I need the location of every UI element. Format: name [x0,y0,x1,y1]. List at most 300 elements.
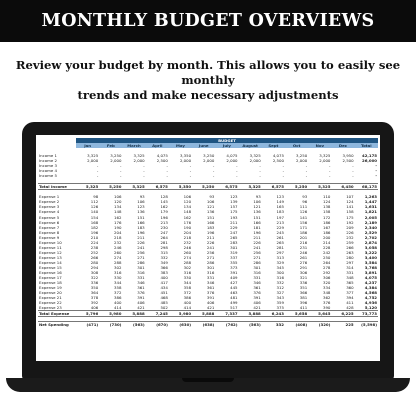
subtitle-line-2: trends and make necessary adjustments [77,88,339,102]
table-cell: 241 [253,244,261,250]
table-cell: 381 [299,295,308,301]
table-cell: - [282,163,284,169]
table-cell: 226 [206,239,215,245]
table-cell: 336 [90,280,99,286]
table-cell: 288 [183,259,192,265]
table-cell: 2,529 [364,229,377,235]
table-cell: 204 [183,229,192,235]
table-cell: - [352,163,354,169]
table-cell: - [120,168,122,174]
table-cell: 361 [253,285,261,291]
table-cell: 201 [299,234,308,240]
table-cell: 265 [276,239,284,245]
row-label: Expense 11 [39,244,62,250]
table-cell: 271 [253,254,261,260]
table-cell: (563) [239,322,262,328]
table-cell: 361 [206,285,215,291]
table-cell: - [189,163,192,169]
table-cell: 166 [206,219,215,225]
table-cell: 391 [206,295,215,301]
row-label: Income 1 [39,153,58,159]
table-cell: 306 [299,270,308,276]
table-cell: (638) [192,322,215,328]
table-cell: 2,340 [364,224,377,230]
table-cell: 213 [276,219,284,225]
table-cell: - [120,173,122,179]
table-cell: 463 [230,290,238,296]
table-cell: 120 [183,199,192,205]
subtitle-line-1: Review your budget by month. This allows you to easily see monthly [15,58,401,87]
table-cell: 175 [230,209,238,215]
table-cell: 4,075 [364,275,377,281]
row-label: Income 2 [39,158,58,164]
table-cell: 5,325 [76,183,99,189]
table-cell: 360 [346,285,354,291]
table-cell: - [212,173,215,179]
table-cell: 331 [253,275,261,281]
table-cell: 226 [346,229,354,235]
table-cell: 2,000 [226,158,238,164]
table-cell: 386 [183,295,192,301]
table-cell: 372 [114,290,122,296]
table-cell: 256 [253,249,261,255]
table-cell: 2,000 [203,158,215,164]
table-cell: 355 [230,259,238,265]
table-cell: 499 [230,300,238,306]
table-cell: 110 [322,194,331,200]
table-cell: 26,000 [361,158,377,164]
table-cell: 301 [253,265,261,270]
table-cell: 158 [322,209,331,215]
table-cell: 93 [139,194,145,200]
month-header: Nov [308,143,331,148]
table-cell: - [305,168,308,174]
table-cell: 93 [302,194,308,200]
table-cell: 332 [160,254,168,260]
table-cell: 148 [114,209,122,215]
table-cell: 216 [299,239,308,245]
row-label: Expense 10 [39,239,62,245]
row-label: Expense 17 [39,275,62,281]
month-header: June [192,143,215,148]
month-header: July [215,143,238,148]
table-cell: 250 [322,254,331,260]
table-cell: 1,447 [364,199,377,205]
row-label: Expense 16 [39,270,62,276]
table-cell: 349 [160,259,168,265]
table-cell: 7,337 [215,311,238,317]
table-cell: 6,575 [262,183,285,189]
table-cell: (730) [99,322,122,328]
table-cell: 2,500 [272,158,284,164]
table-cell: 171 [299,224,308,230]
table-cell: 4,075 [226,153,238,159]
table-cell: 400 [160,275,168,281]
table-cell: 3,768 [364,265,377,270]
table-cell: 2,000 [110,158,122,164]
row-label: Expense 6 [39,219,60,225]
table-cell: 5,250 [285,183,308,189]
table-cell: 218 [183,234,192,240]
table-cell: 302 [183,265,192,270]
table-cell: 517 [230,305,238,311]
table-cell: 121 [253,204,261,210]
table-cell: - [166,173,168,179]
row-label: Expense 12 [39,249,62,255]
table-cell: 4,075 [156,153,168,159]
table-cell: 314 [346,265,354,270]
table-cell: 241 [206,244,215,250]
table-cell: 260 [114,249,122,255]
table-cell: 316 [183,270,192,276]
table-cell: 375 [276,305,284,311]
table-cell: 176 [183,219,192,225]
row-label: Income 3 [39,163,58,169]
table-cell: 136 [206,209,215,215]
table-cell: 348 [322,290,331,296]
table-cell: - [143,168,145,174]
table-cell: - [120,163,122,169]
table-cell: 266 [90,254,99,260]
table-cell: - [375,168,377,174]
table-cell: - [352,168,354,174]
table-cell: 190 [114,224,122,230]
table-cell: - [236,173,238,179]
table-cell: 344 [183,280,192,286]
table-cell: 186 [299,229,308,235]
table-cell: 42,175 [361,153,377,159]
table-cell: 5,645 [308,311,331,317]
laptop-frame [22,122,394,380]
table-cell: 6,225 [331,311,354,317]
table-cell: 313 [276,254,284,260]
table-cell: 140 [90,209,99,215]
table-cell: 73,773 [355,311,378,317]
table-cell: 2,000 [133,158,145,164]
table-cell: (320) [308,322,331,328]
table-cell: 6,450 [331,183,354,189]
table-cell: 271 [137,254,145,260]
table-cell: 157 [230,204,238,210]
table-cell: 417 [160,280,168,286]
table-cell: 179 [160,209,168,215]
table-cell: 238 [90,244,99,250]
table-cell: 106 [114,194,122,200]
table-cell: 265 [230,234,238,240]
table-cell: 5,980 [99,311,122,317]
table-cell: 162 [160,204,168,210]
table-cell: 196 [160,214,168,220]
table-cell: 346 [253,280,261,286]
table-cell: 192 [346,219,354,225]
budget-header: BUDGET [76,138,378,143]
subtitle [4,58,412,103]
table-cell: 330 [114,275,122,281]
table-cell: 156 [299,219,308,225]
table-cell: 5,888 [122,311,145,317]
table-cell: 183 [137,224,145,230]
table-cell: 316 [137,270,145,276]
table-cell: 167 [322,224,331,230]
table-cell: 321 [299,275,308,281]
budget-table [38,138,378,327]
table-cell: 4,936 [364,300,377,306]
table-cell: 3,950 [342,153,354,159]
row-label: Expense 20 [39,290,62,296]
table-cell: 123 [230,194,238,200]
table-cell: - [212,163,215,169]
table-cell: 4,384 [364,285,377,291]
table-cell: 406 [253,300,261,306]
table-cell: 286 [206,259,215,265]
row-label: Income 5 [39,173,58,179]
table-cell: 372 [183,290,192,296]
table-cell: 330 [183,275,192,281]
table-cell: 229 [276,224,284,230]
table-cell: 316 [276,275,284,281]
table-cell: 3,250 [203,153,215,159]
table-cell: 256 [206,249,215,255]
table-cell: 421 [137,305,145,311]
table-cell: (5,598) [355,322,378,328]
table-cell: 229 [230,224,238,230]
table-cell: 3,250 [296,153,308,159]
row-label: Expense 14 [39,259,62,265]
table-cell: 7,245 [146,311,169,317]
table-cell: 182 [90,224,99,230]
total-expense-row [38,311,378,317]
table-cell: 391 [137,295,145,301]
table-cell: 225 [331,322,354,328]
table-cell: 218 [114,234,122,240]
table-cell: 3,250 [110,153,122,159]
table-cell: 2,005 [364,214,377,220]
table-cell: 5,250 [192,183,215,189]
row-label: Expense 4 [39,209,60,215]
row-label: Expense 22 [39,300,62,306]
table-cell: 186 [322,229,331,235]
row-label: Expense 2 [39,199,60,205]
month-header: May [169,143,192,148]
month-header: August [239,143,262,148]
table-cell: 302 [114,265,122,270]
table-cell: 3,325 [87,153,99,159]
table-cell: 411 [346,300,354,306]
table-cell: 427 [230,280,238,286]
table-cell: 2,000 [319,158,331,164]
table-cell: 312 [276,285,284,291]
table-cell: 242 [322,249,331,255]
table-cell: 209 [346,224,354,230]
table-cell: 232 [346,234,354,240]
table-cell: 288 [114,259,122,265]
table-cell: 5,888 [239,311,262,317]
table-cell: 301 [137,265,145,270]
table-cell: 376 [137,290,145,296]
row-label: Expense 13 [39,254,62,260]
table-cell: 247 [230,229,238,235]
table-cell: 183 [276,209,284,215]
table-cell: 123 [137,204,145,210]
table-cell: 327 [276,290,284,296]
table-cell: 366 [160,265,168,270]
table-cell: 3,325 [133,153,145,159]
month-header: Oct [285,143,308,148]
table-cell: - [375,163,377,169]
table-cell: 391 [230,270,238,276]
table-cell: 190 [183,224,192,230]
table-cell: 196 [90,229,99,235]
table-cell: 468 [160,295,168,301]
table-cell: 252 [90,249,99,255]
table-cell: 400 [114,300,122,306]
table-cell: 316 [253,270,261,276]
table-cell: - [96,163,99,169]
table-cell: 260 [183,249,192,255]
table-cell: 301 [230,244,238,250]
table-cell: 364 [90,290,99,296]
table-cell: 391 [253,295,261,301]
row-label: Expense 3 [39,204,60,210]
table-cell: 316 [114,270,122,276]
table-cell: 1,631 [364,204,377,210]
row-label: Expense 19 [39,285,62,291]
table-cell: - [305,163,308,169]
table-cell: 3,891 [364,270,377,276]
table-cell: 298 [160,244,168,250]
table-cell: 5,325 [308,183,331,189]
table-cell: 230 [160,224,168,230]
table-cell: 2,702 [364,234,377,240]
table-cell: 378 [90,295,99,301]
table-cell: 186 [322,219,331,225]
table-cell: 331 [346,270,354,276]
table-cell: 264 [322,259,331,265]
table-cell: 136 [253,209,261,215]
table-cell: 5,658 [285,311,308,317]
table-cell: 3,325 [249,153,261,159]
table-cell: 4,237 [364,280,377,286]
table-cell: 149 [276,199,284,205]
table-cell: 332 [262,322,285,328]
table-cell: 126 [299,209,308,215]
table-cell: 346 [206,280,215,286]
table-cell: 151 [253,214,261,220]
table-cell: 281 [276,244,284,250]
table-cell: 377 [346,290,354,296]
table-cell: - [375,173,377,179]
table-cell: 406 [206,300,215,306]
table-cell: 280 [90,259,99,265]
table-cell: 278 [322,265,331,270]
table-cell: 358 [114,285,122,291]
table-cell: - [329,173,331,179]
table-cell: 151 [137,214,145,220]
table-cell: 148 [183,209,192,215]
row-label: Expense 23 [39,305,62,311]
table-cell: 414 [183,305,192,311]
table-cell: 1,821 [364,209,377,215]
month-header: Dec [331,143,354,148]
table-cell: 2,500 [342,158,354,164]
table-cell: 211 [253,234,261,240]
table-cell: 428 [346,305,354,311]
total-income-row [38,183,378,189]
table-cell: 373 [230,265,238,270]
table-cell: 120 [114,199,122,205]
table-cell: (471) [76,322,99,328]
table-cell: 351 [299,285,308,291]
table-cell: - [166,168,168,174]
table-cell: 297 [346,259,354,265]
table-cell: 232 [114,239,122,245]
row-label: Net Spending [38,322,76,328]
table-cell: 294 [90,265,99,270]
table-cell: 376 [206,290,215,296]
table-cell: 319 [230,249,238,255]
net-spending-row [38,322,378,328]
table-cell: 3,400 [364,254,377,260]
table-cell: 1,263 [364,194,377,200]
table-cell: 158 [346,209,354,215]
table-cell: 106 [206,199,215,205]
table-cell: 383 [160,270,168,276]
table-cell: 181 [253,224,261,230]
table-cell: 214 [322,239,331,245]
table-cell: (408) [285,322,308,328]
table-cell: - [305,173,308,179]
table-cell: 136 [137,209,145,215]
table-cell: 5,888 [192,311,215,317]
table-cell: 6,575 [146,183,169,189]
table-cell: 126 [90,204,99,210]
title-text: MONTHLY BUDGET OVERVIEWS [41,11,375,31]
month-header: Sept [262,143,285,148]
table-cell: 271 [206,254,215,260]
table-cell: 308 [90,270,99,276]
laptop-notch [182,378,234,382]
table-cell: 213 [160,219,168,225]
table-cell: 226 [253,239,261,245]
table-cell: 365 [346,280,354,286]
row-label: Expense 5 [39,214,60,220]
table-cell: 241 [137,244,145,250]
table-cell: 196 [137,229,145,235]
table-cell: - [282,168,284,174]
table-cell: - [259,163,261,169]
table-cell: 5,250 [99,183,122,189]
row-label: Expense 18 [39,280,62,286]
table-cell: 445 [230,285,238,291]
table-cell: 196 [206,229,215,235]
table-cell: - [259,173,261,179]
table-cell: 5,796 [76,311,99,317]
table-cell: 121 [206,204,215,210]
table-cell: - [143,173,145,179]
table-cell: 263 [346,249,354,255]
table-cell: 210 [90,234,99,240]
table-cell: - [236,163,238,169]
table-cell: 2,000 [87,158,99,164]
table-cell: 292 [322,270,331,276]
table-cell: 481 [230,295,238,301]
table-cell: 274 [114,254,122,260]
table-cell: - [189,173,192,179]
table-cell: 329 [276,259,284,265]
table-cell: 286 [253,259,261,265]
table-cell: 400 [183,300,192,306]
table-cell: 348 [346,275,354,281]
